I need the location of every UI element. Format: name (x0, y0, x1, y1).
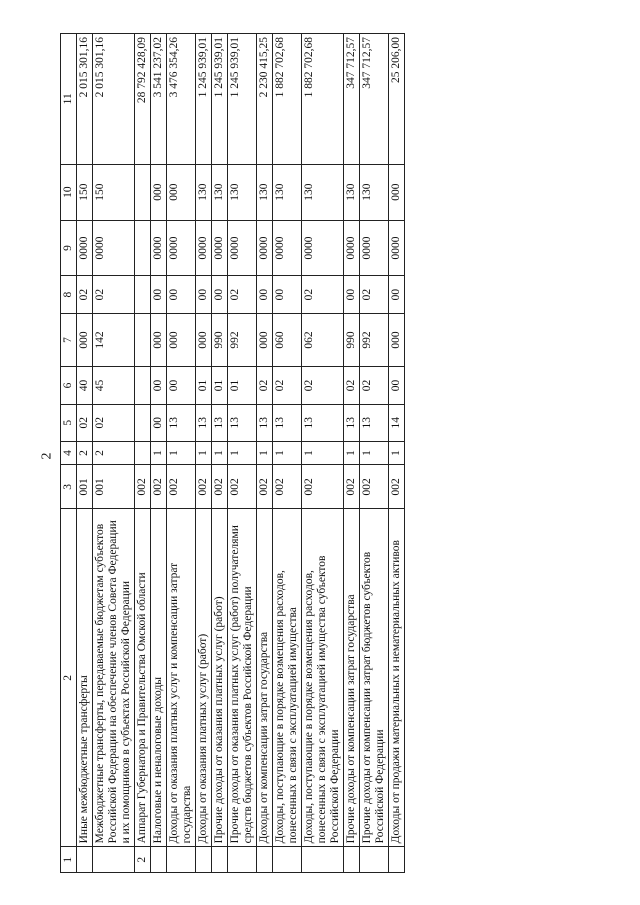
cell-col-5: 13 (302, 404, 344, 441)
cell-col-7: 992 (228, 313, 257, 367)
cell-col-10: 130 (257, 164, 273, 220)
table-row (167, 33, 196, 872)
cell-col-8: 02 (77, 275, 93, 312)
cell-col-1 (344, 846, 360, 872)
table-row (93, 33, 135, 872)
cell-col-3: 002 (151, 464, 167, 508)
cell-col-4: 1 (151, 441, 167, 464)
cell-col-9: 0000 (167, 220, 196, 276)
cell-col-2: Аппарат Губернатора и Правительства Омской области (135, 508, 151, 846)
cell-col-2: Иные межбюджетные трансферты (77, 508, 93, 846)
cell-col-11: 25 206,00 (389, 33, 405, 164)
cell-col-10: 150 (93, 164, 135, 220)
cell-col-10: 130 (302, 164, 344, 220)
cell-col-9: 0000 (93, 220, 135, 276)
cell-col-4 (135, 441, 151, 464)
cell-col-1 (167, 846, 196, 872)
cell-col-6: 01 (196, 366, 212, 403)
cell-col-5: 00 (151, 404, 167, 441)
cell-col-10: 000 (389, 164, 405, 220)
cell-col-4: 1 (389, 441, 405, 464)
cell-col-2: Доходы от оказания платных услуг и компенсации затрат государства (167, 508, 196, 846)
cell-col-5: 02 (93, 404, 135, 441)
cell-col-8: 00 (257, 275, 273, 312)
cell-col-1 (212, 846, 228, 872)
column-header-1: 1 (61, 846, 77, 872)
cell-col-4: 1 (167, 441, 196, 464)
cell-col-6: 40 (77, 366, 93, 403)
cell-col-6: 02 (360, 366, 389, 403)
cell-col-8: 02 (228, 275, 257, 312)
cell-col-7: 060 (273, 313, 302, 367)
cell-col-4: 1 (344, 441, 360, 464)
cell-col-5: 14 (389, 404, 405, 441)
column-header-9: 9 (61, 220, 77, 276)
column-header-6: 6 (61, 366, 77, 403)
cell-col-7 (135, 313, 151, 367)
column-header-8: 8 (61, 275, 77, 312)
cell-col-4: 1 (212, 441, 228, 464)
cell-col-3: 002 (257, 464, 273, 508)
cell-col-8: 02 (93, 275, 135, 312)
cell-col-6 (135, 366, 151, 403)
cell-col-7: 990 (344, 313, 360, 367)
cell-col-11: 1 882 702,68 (273, 33, 302, 164)
cell-col-7: 000 (167, 313, 196, 367)
cell-col-9: 0000 (302, 220, 344, 276)
cell-col-2: Доходы, поступающие в порядке возмещения расходов, понесенных в связи с эксплуатацией имущества субъектов Российской Федерации (302, 508, 344, 846)
cell-col-1 (302, 846, 344, 872)
cell-col-7: 000 (196, 313, 212, 367)
cell-col-10: 130 (196, 164, 212, 220)
cell-col-7: 000 (389, 313, 405, 367)
cell-col-11: 28 792 428,09 (135, 33, 151, 164)
cell-col-9: 0000 (77, 220, 93, 276)
cell-col-1 (228, 846, 257, 872)
cell-col-8: 02 (302, 275, 344, 312)
cell-col-9 (135, 220, 151, 276)
cell-col-2: Доходы от оказания платных услуг (работ) (196, 508, 212, 846)
table-row (212, 33, 228, 872)
cell-col-5: 13 (228, 404, 257, 441)
cell-col-10: 000 (151, 164, 167, 220)
cell-col-8: 00 (344, 275, 360, 312)
cell-col-1 (273, 846, 302, 872)
cell-col-1 (77, 846, 93, 872)
cell-col-2: Прочие доходы от оказания платных услуг (работ) получателями средств бюджетов субъектов Российской Федерации (228, 508, 257, 846)
cell-col-3: 002 (344, 464, 360, 508)
cell-col-6: 01 (212, 366, 228, 403)
table-body (77, 33, 405, 872)
cell-col-3: 002 (212, 464, 228, 508)
cell-col-3: 002 (167, 464, 196, 508)
table-row (360, 33, 389, 872)
cell-col-3: 002 (273, 464, 302, 508)
page-number: 2 (39, 452, 55, 460)
cell-col-10: 130 (228, 164, 257, 220)
cell-col-7: 062 (302, 313, 344, 367)
cell-col-7: 992 (360, 313, 389, 367)
cell-col-11: 2 015 301,16 (93, 33, 135, 164)
cell-col-5: 13 (360, 404, 389, 441)
cell-col-7: 000 (151, 313, 167, 367)
cell-col-5: 13 (196, 404, 212, 441)
cell-col-4: 1 (257, 441, 273, 464)
cell-col-4: 2 (93, 441, 135, 464)
cell-col-8 (135, 275, 151, 312)
column-header-2: 2 (61, 508, 77, 846)
header-row (61, 33, 77, 872)
budget-table (60, 33, 405, 873)
cell-col-3: 002 (228, 464, 257, 508)
cell-col-8: 00 (167, 275, 196, 312)
cell-col-10: 150 (77, 164, 93, 220)
cell-col-10: 000 (167, 164, 196, 220)
cell-col-4: 2 (77, 441, 93, 464)
table-row (77, 33, 93, 872)
column-header-5: 5 (61, 404, 77, 441)
cell-col-5 (135, 404, 151, 441)
cell-col-10: 130 (212, 164, 228, 220)
cell-col-4: 1 (196, 441, 212, 464)
cell-col-6: 02 (273, 366, 302, 403)
cell-col-1 (151, 846, 167, 872)
cell-col-5: 02 (77, 404, 93, 441)
cell-col-11: 347 712,57 (360, 33, 389, 164)
cell-col-6: 02 (344, 366, 360, 403)
cell-col-9: 0000 (344, 220, 360, 276)
column-header-3: 3 (61, 464, 77, 508)
cell-col-6: 01 (228, 366, 257, 403)
rotated-table-container (60, 33, 580, 873)
cell-col-11: 3 541 237,02 (151, 33, 167, 164)
cell-col-5: 13 (257, 404, 273, 441)
cell-col-5: 13 (167, 404, 196, 441)
cell-col-7: 142 (93, 313, 135, 367)
cell-col-8: 00 (389, 275, 405, 312)
cell-col-9: 0000 (212, 220, 228, 276)
table-row (257, 33, 273, 872)
cell-col-8: 00 (273, 275, 302, 312)
cell-col-2: Прочие доходы от оказания платных услуг (работ) (212, 508, 228, 846)
cell-col-2: Прочие доходы от компенсации затрат государства (344, 508, 360, 846)
cell-col-6: 45 (93, 366, 135, 403)
cell-col-11: 1 245 939,01 (196, 33, 212, 164)
table-row (151, 33, 167, 872)
cell-col-7: 990 (212, 313, 228, 367)
cell-col-4: 1 (273, 441, 302, 464)
cell-col-11: 1 245 939,01 (212, 33, 228, 164)
table-row (196, 33, 212, 872)
cell-col-3: 001 (77, 464, 93, 508)
cell-col-2: Доходы от продажи материальных и нематериальных активов (389, 508, 405, 846)
cell-col-3: 002 (302, 464, 344, 508)
cell-col-9: 0000 (257, 220, 273, 276)
cell-col-10: 130 (273, 164, 302, 220)
cell-col-6: 00 (151, 366, 167, 403)
cell-col-9: 0000 (228, 220, 257, 276)
cell-col-11: 3 476 354,26 (167, 33, 196, 164)
cell-col-9: 0000 (360, 220, 389, 276)
cell-col-2: Доходы от компенсации затрат государства (257, 508, 273, 846)
cell-col-3: 002 (360, 464, 389, 508)
table-row (389, 33, 405, 872)
table-row (302, 33, 344, 872)
cell-col-4: 1 (228, 441, 257, 464)
cell-col-10: 130 (344, 164, 360, 220)
cell-col-1 (360, 846, 389, 872)
cell-col-1 (257, 846, 273, 872)
cell-col-5: 13 (344, 404, 360, 441)
cell-col-8: 00 (212, 275, 228, 312)
cell-col-1 (196, 846, 212, 872)
cell-col-11: 1 882 702,68 (302, 33, 344, 164)
table-row (228, 33, 257, 872)
cell-col-11: 347 712,57 (344, 33, 360, 164)
cell-col-3: 002 (389, 464, 405, 508)
cell-col-2: Межбюджетные трансферты, передаваемые бюджетам субъектов Российской Федерации на обеспечение членов Совета Федерации и их помощников в субъектах Российской Федерации (93, 508, 135, 846)
cell-col-10 (135, 164, 151, 220)
cell-col-9: 0000 (151, 220, 167, 276)
cell-col-9: 0000 (273, 220, 302, 276)
cell-col-2: Прочие доходы от компенсации затрат бюджетов субъектов Российской Федерации (360, 508, 389, 846)
cell-col-3: 002 (135, 464, 151, 508)
cell-col-8: 00 (196, 275, 212, 312)
cell-col-3: 001 (93, 464, 135, 508)
table-row (135, 33, 151, 872)
cell-col-4: 1 (360, 441, 389, 464)
column-header-10: 10 (61, 164, 77, 220)
cell-col-1 (93, 846, 135, 872)
cell-col-11: 1 245 939,01 (228, 33, 257, 164)
cell-col-2: Доходы, поступающие в порядке возмещения расходов, понесенных в связи с эксплуатацией имущества (273, 508, 302, 846)
cell-col-5: 13 (212, 404, 228, 441)
cell-col-6: 02 (302, 366, 344, 403)
cell-col-9: 0000 (389, 220, 405, 276)
cell-col-1 (389, 846, 405, 872)
table-row (273, 33, 302, 872)
column-header-4: 4 (61, 441, 77, 464)
cell-col-3: 002 (196, 464, 212, 508)
cell-col-7: 000 (77, 313, 93, 367)
cell-col-8: 02 (360, 275, 389, 312)
cell-col-6: 02 (257, 366, 273, 403)
cell-col-6: 00 (167, 366, 196, 403)
cell-col-9: 0000 (196, 220, 212, 276)
cell-col-1: 2 (135, 846, 151, 872)
column-header-7: 7 (61, 313, 77, 367)
cell-col-8: 00 (151, 275, 167, 312)
cell-col-7: 000 (257, 313, 273, 367)
cell-col-10: 130 (360, 164, 389, 220)
column-header-11: 11 (61, 33, 77, 164)
cell-col-6: 00 (389, 366, 405, 403)
cell-col-11: 2 015 301,16 (77, 33, 93, 164)
cell-col-11: 2 230 415,25 (257, 33, 273, 164)
cell-col-5: 13 (273, 404, 302, 441)
cell-col-2: Налоговые и неналоговые доходы (151, 508, 167, 846)
table-row (344, 33, 360, 872)
cell-col-4: 1 (302, 441, 344, 464)
